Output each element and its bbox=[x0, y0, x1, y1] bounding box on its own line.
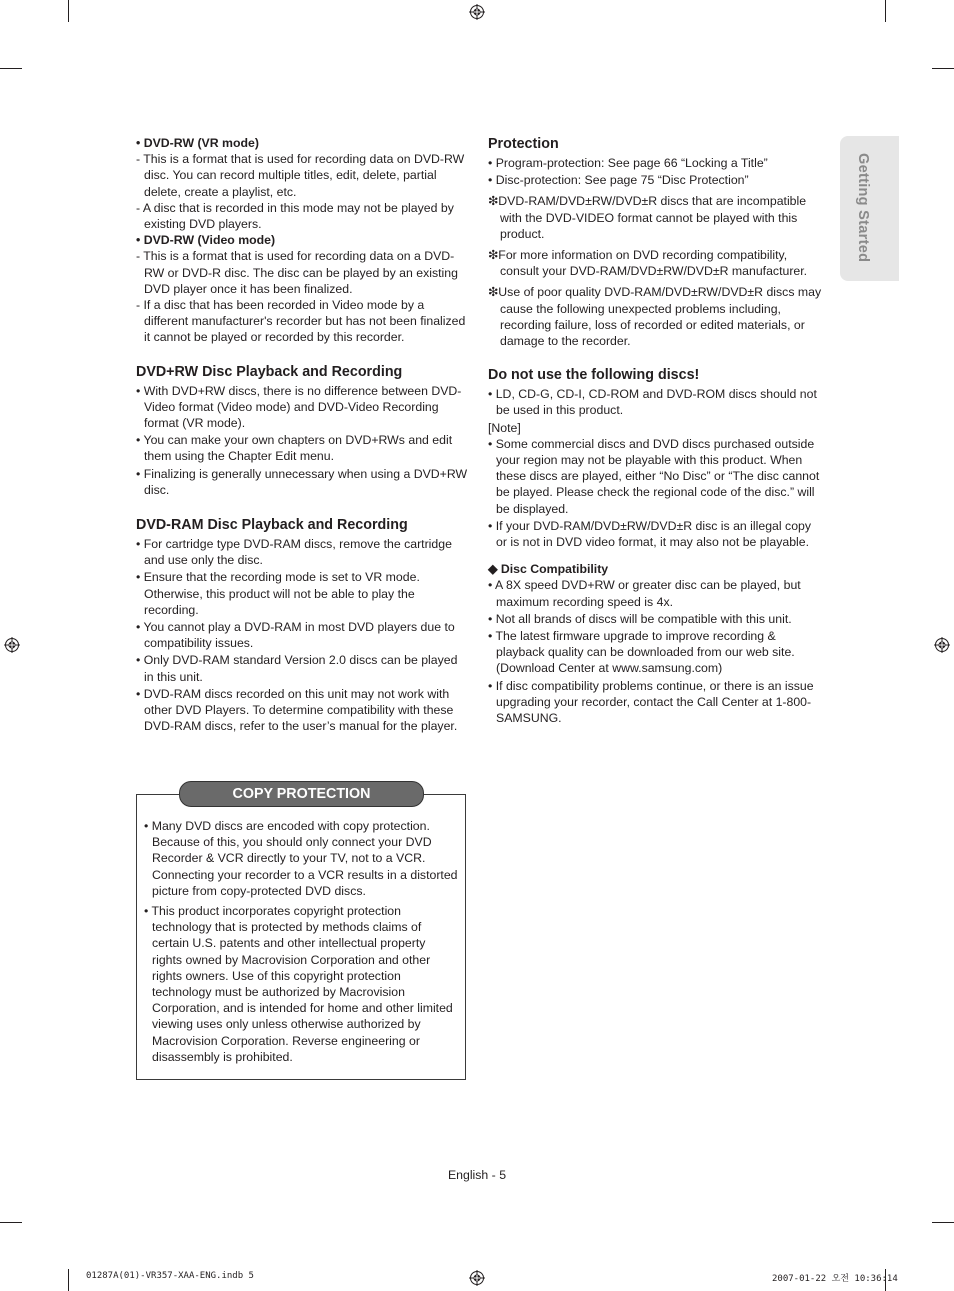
section-heading: Do not use the following discs! bbox=[488, 367, 700, 384]
section-heading: Protection bbox=[488, 136, 559, 152]
copy-protection-content bbox=[144, 818, 458, 1069]
list-item: • DVD-RAM discs recorded on this unit may not work with other DVD Players. To determine compatibility with these DVD-RAM discs, refer to the user’s manual for the player. bbox=[136, 686, 458, 734]
crop-mark bbox=[932, 1222, 954, 1223]
registration-mark-icon bbox=[469, 1270, 485, 1286]
list-item: - This is a format that is used for recording data on DVD-RW disc. You can record multiple titles, edit, delete, partial delete, create a playlist, etc. bbox=[136, 152, 465, 199]
list-item: - This is a format that is used for recording data on a DVD-RW or DVD-R disc. The disc can be played by an existing DVD player once it has been finalized. bbox=[136, 249, 458, 296]
video-mode-label: • DVD-RW (Video mode) bbox=[136, 233, 276, 248]
note-item: ❇For more information on DVD recording compatibility, consult your DVD-RAM/DVD±RW/DVD±R manufacturer. bbox=[488, 248, 808, 279]
list-item: • Finalizing is generally unnecessary when using a DVD+RW disc. bbox=[136, 466, 468, 497]
list-item: • You can make your own chapters on DVD+RWs and edit them using the Chapter Edit menu. bbox=[136, 433, 453, 464]
crop-mark bbox=[0, 1222, 22, 1223]
list-item: • A 8X speed DVD+RW or greater disc can be played, but maximum recording speed is 4x. bbox=[488, 578, 801, 609]
list-item: • LD, CD-G, CD-I, CD-ROM and DVD-ROM discs should not be used in this product. bbox=[488, 387, 817, 418]
list-item: • Program-protection: See page 66 “Locking a Title” bbox=[488, 156, 768, 170]
list-item: • For cartridge type DVD-RAM discs, remove the cartridge and use only the disc. bbox=[136, 537, 452, 568]
list-item: • If disc compatibility problems continue, or there is an issue upgrading your recorder, contact the Call Center at 1-800-SAMSUNG. bbox=[488, 678, 814, 726]
registration-mark-icon bbox=[4, 637, 20, 653]
page-number: English - 5 bbox=[447, 1168, 507, 1182]
list-item: • This product incorporates copyright protection technology that is protected by methods claims of certain U.S. patents and other intellectual property rights owned by Macrovision Corporation and other rights owners. Use of this copyright protection technology must be authorized by Macrovision Corporation, and is intended for home and other limited viewing uses only unless otherwise authorized by Macrovision Corporation. Reverse engineering or disassembly is prohibited. bbox=[144, 904, 453, 1064]
list-item: • Ensure that the recording mode is set to VR mode. Otherwise, this product will not be able to play the recording. bbox=[136, 570, 420, 617]
crop-mark bbox=[932, 68, 954, 69]
copy-protection-title: COPY PROTECTION bbox=[179, 781, 424, 807]
note-label: [Note] bbox=[488, 420, 521, 435]
list-item: • With DVD+RW discs, there is no difference between DVD-Video format (Video mode) and DVD-Video Recording format (VR mode). bbox=[136, 383, 462, 431]
section-tab-label: Getting Started bbox=[855, 153, 871, 263]
print-slug-timestamp: 2007-01-22 오전 10:36:14 bbox=[772, 1274, 898, 1284]
note-item: ❇Use of poor quality DVD-RAM/DVD±RW/DVD±R discs may cause the following unexpected problems including, recording failure, loss of recorded or edited materials, or damage to the recorder. bbox=[488, 285, 822, 349]
crop-mark bbox=[0, 68, 22, 69]
print-slug-filename: 01287A(01)-VR357-XAA-ENG.indb 5 bbox=[86, 1271, 254, 1281]
list-item: - If a disc that has been recorded in Video mode by a different manufacturer's recorder but has not been finalized it cannot be played or recorded by this recorder. bbox=[136, 298, 466, 345]
list-item: • If your DVD-RAM/DVD±RW/DVD±R disc is an illegal copy or is not in DVD video format, it may also not be playable. bbox=[488, 518, 812, 550]
list-item: • Many DVD discs are encoded with copy protection. Because of this, you should only connect your DVD Recorder & VCR directly to your TV, not to a VCR. Connecting your recorder to a VCR results in a distorted picture from copy-protected DVD discs. bbox=[144, 819, 458, 898]
crop-mark bbox=[885, 0, 886, 22]
crop-mark bbox=[68, 1269, 69, 1291]
registration-mark-icon bbox=[469, 4, 485, 20]
crop-mark bbox=[68, 0, 69, 22]
disc-compatibility-heading: ◆ Disc Compatibility bbox=[488, 562, 609, 577]
section-heading: DVD+RW Disc Playback and Recording bbox=[136, 363, 403, 380]
list-item: • Only DVD-RAM standard Version 2.0 discs can be played in this unit. bbox=[136, 653, 458, 684]
list-item: - A disc that is recorded in this mode may not be played by existing DVD players. bbox=[136, 200, 454, 232]
section-heading: DVD-RAM Disc Playback and Recording bbox=[136, 517, 408, 534]
left-column bbox=[136, 135, 468, 736]
registration-mark-icon bbox=[934, 637, 950, 653]
right-column bbox=[488, 135, 822, 727]
vr-mode-label: • DVD-RW (VR mode) bbox=[136, 136, 259, 150]
list-item: • Disc-protection: See page 75 “Disc Protection” bbox=[488, 173, 749, 188]
note-item: ❇DVD-RAM/DVD±RW/DVD±R discs that are incompatible with the DVD-VIDEO format cannot be played with this product. bbox=[488, 194, 807, 241]
list-item: • The latest firmware upgrade to improve recording & playback quality can be downloaded from our web site. (Download Center at www.samsung.com) bbox=[488, 629, 795, 676]
list-item: • You cannot play a DVD-RAM in most DVD players due to compatibility issues. bbox=[136, 620, 455, 651]
list-item: • Not all brands of discs will be compatible with this unit. bbox=[488, 611, 792, 626]
list-item: • Some commercial discs and DVD discs purchased outside your region may not be playable with this product. When these discs are played, either “No Disc” or “The disc cannot be played. Please check the regional code of the disc.” will be displayed. bbox=[488, 436, 820, 516]
